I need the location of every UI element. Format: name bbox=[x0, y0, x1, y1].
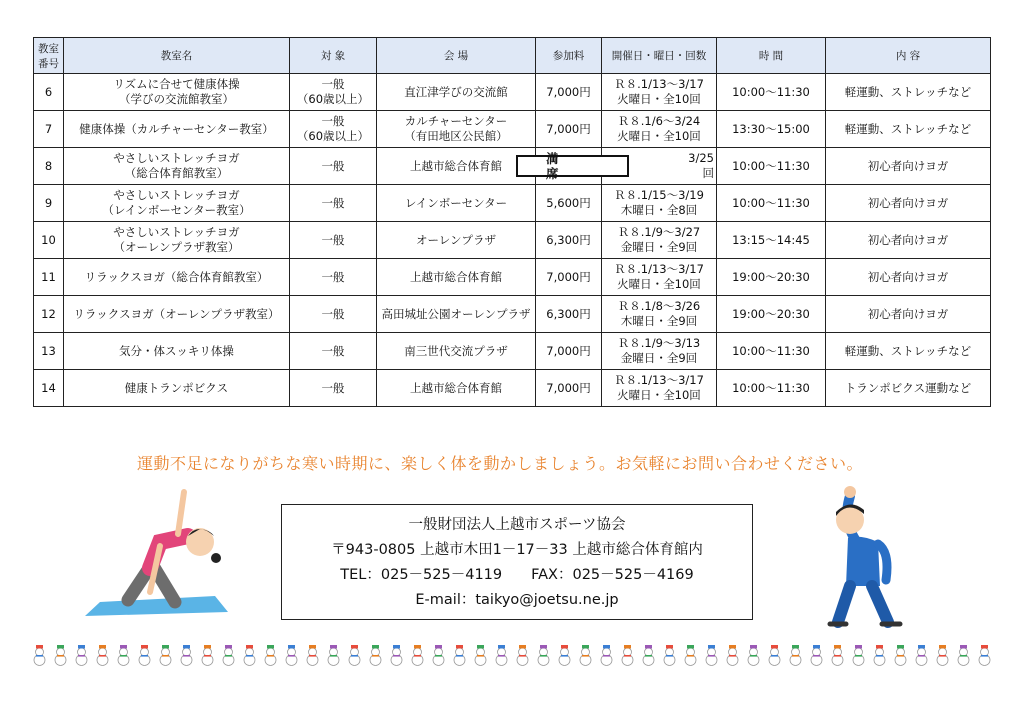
table-row bbox=[34, 74, 991, 111]
email: E-mail：taikyo@joetsu.ne.jp bbox=[415, 592, 619, 608]
fee-cell: 6,300円 bbox=[536, 222, 602, 259]
snowman-icon bbox=[221, 644, 236, 666]
table-row bbox=[34, 185, 991, 222]
snowman-icon bbox=[431, 644, 446, 666]
column-header: 内 容 bbox=[826, 38, 991, 74]
content-cell: 初心者向けヨガ bbox=[826, 222, 991, 259]
snowman-icon bbox=[74, 644, 89, 666]
column-header: 会 場 bbox=[377, 38, 536, 74]
table-row bbox=[34, 333, 991, 370]
class-schedule-table bbox=[33, 37, 991, 407]
fee-cell: 6,300円 bbox=[536, 296, 602, 333]
content-cell: 初心者向けヨガ bbox=[826, 148, 991, 185]
fully-booked-badge: 満 席 bbox=[516, 155, 629, 177]
venue-cell: 高田城址公園オーレンプラザ bbox=[377, 296, 536, 333]
content-cell: 軽運動、ストレッチなど bbox=[826, 111, 991, 148]
column-header: 対 象 bbox=[290, 38, 377, 74]
snowman-icon bbox=[893, 644, 908, 666]
snowman-icon bbox=[347, 644, 362, 666]
phone-fax: TEL：025－525－4119 FAX：025－525－4169 bbox=[340, 567, 694, 583]
fee-cell: 7,000円 bbox=[536, 333, 602, 370]
snowman-icon bbox=[242, 644, 257, 666]
venue-cell: 上越市総合体育館 bbox=[377, 259, 536, 296]
target-cell: 一般 （60歳以上） bbox=[290, 74, 377, 111]
schedule-dates-cell: Ｒ８.1/9～3/13 金曜日・全9回 bbox=[602, 333, 717, 370]
time-cell: 19:00～20:30 bbox=[717, 296, 826, 333]
snowman-icon bbox=[683, 644, 698, 666]
contact-box bbox=[281, 504, 753, 620]
yoga-woman-illustration bbox=[80, 484, 230, 618]
target-cell: 一般 （60歳以上） bbox=[290, 111, 377, 148]
snowman-icon bbox=[326, 644, 341, 666]
snowman-icon bbox=[452, 644, 467, 666]
snowman-icon bbox=[515, 644, 530, 666]
class-number-cell: 13 bbox=[34, 333, 64, 370]
fee-cell: 7,000円 bbox=[536, 259, 602, 296]
snowman-icon bbox=[914, 644, 929, 666]
table-row bbox=[34, 259, 991, 296]
table-row bbox=[34, 370, 991, 407]
class-name-cell: リラックスヨガ（オーレンプラザ教室） bbox=[64, 296, 290, 333]
class-name-cell: やさしいストレッチヨガ （オーレンプラザ教室） bbox=[64, 222, 290, 259]
class-number-cell: 10 bbox=[34, 222, 64, 259]
snowman-icon bbox=[137, 644, 152, 666]
snowman-icon bbox=[53, 644, 68, 666]
fee-cell: 7,000円 bbox=[536, 370, 602, 407]
column-header: 参加料 bbox=[536, 38, 602, 74]
time-cell: 10:00～11:30 bbox=[717, 148, 826, 185]
snowman-icon bbox=[851, 644, 866, 666]
invitation-message: 運動不足になりがちな寒い時期に、楽しく体を動かしましょう。お気軽にお問い合わせください。 bbox=[136, 454, 863, 473]
venue-cell: オーレンプラザ bbox=[377, 222, 536, 259]
venue-cell: カルチャーセンター （有田地区公民館） bbox=[377, 111, 536, 148]
fee-cell: 7,000円 bbox=[536, 74, 602, 111]
snowman-icon bbox=[200, 644, 215, 666]
column-header: 教室名 bbox=[64, 38, 290, 74]
content-cell: トランポビクス運動など bbox=[826, 370, 991, 407]
column-header: 時 間 bbox=[717, 38, 826, 74]
snowman-icon bbox=[179, 644, 194, 666]
content-cell: 初心者向けヨガ bbox=[826, 296, 991, 333]
target-cell: 一般 bbox=[290, 259, 377, 296]
snowman-icon bbox=[95, 644, 110, 666]
snowman-border bbox=[32, 644, 992, 668]
fee-cell bbox=[536, 148, 602, 185]
content-cell: 軽運動、ストレッチなど bbox=[826, 74, 991, 111]
schedule-dates-cell: Ｒ８.1/15～3/19 木曜日・全8回 bbox=[602, 185, 717, 222]
snowman-icon bbox=[32, 644, 47, 666]
class-name-cell: 気分・体スッキリ体操 bbox=[64, 333, 290, 370]
content-cell: 軽運動、ストレッチなど bbox=[826, 333, 991, 370]
class-name-cell: リズムに合せて健康体操 （学びの交流館教室） bbox=[64, 74, 290, 111]
schedule-dates-cell: 3/25 回 bbox=[602, 148, 717, 185]
target-cell: 一般 bbox=[290, 222, 377, 259]
class-number-cell: 6 bbox=[34, 74, 64, 111]
target-cell: 一般 bbox=[290, 148, 377, 185]
venue-cell: レインボーセンター bbox=[377, 185, 536, 222]
venue-cell: 上越市総合体育館 bbox=[377, 370, 536, 407]
snowman-icon bbox=[263, 644, 278, 666]
table-header-row bbox=[34, 38, 991, 74]
snowman-icon bbox=[116, 644, 131, 666]
schedule-dates-cell: Ｒ８.1/8～3/26 木曜日・全9回 bbox=[602, 296, 717, 333]
snowman-icon bbox=[557, 644, 572, 666]
snowman-icon bbox=[389, 644, 404, 666]
snowman-icon bbox=[494, 644, 509, 666]
snowman-icon bbox=[305, 644, 320, 666]
time-cell: 13:15～14:45 bbox=[717, 222, 826, 259]
column-header: 教室 番号 bbox=[34, 38, 64, 74]
snowman-icon bbox=[368, 644, 383, 666]
time-cell: 10:00～11:30 bbox=[717, 333, 826, 370]
class-number-cell: 11 bbox=[34, 259, 64, 296]
snowman-icon bbox=[704, 644, 719, 666]
address: 〒943-0805 上越市木田1－17－33 上越市総合体育館内 bbox=[331, 542, 703, 558]
snowman-icon bbox=[578, 644, 593, 666]
snowman-icon bbox=[956, 644, 971, 666]
snowman-icon bbox=[473, 644, 488, 666]
target-cell: 一般 bbox=[290, 185, 377, 222]
schedule-dates-cell: Ｒ８.1/13～3/17 火曜日・全10回 bbox=[602, 259, 717, 296]
snowman-icon bbox=[977, 644, 992, 666]
class-name-cell: 健康トランポビクス bbox=[64, 370, 290, 407]
snowman-icon bbox=[830, 644, 845, 666]
class-number-cell: 8 bbox=[34, 148, 64, 185]
column-header: 開催日・曜日・回数 bbox=[602, 38, 717, 74]
table-row bbox=[34, 296, 991, 333]
time-cell: 10:00～11:30 bbox=[717, 185, 826, 222]
snowman-icon bbox=[809, 644, 824, 666]
snowman-icon bbox=[284, 644, 299, 666]
schedule-dates-cell: Ｒ８.1/6～3/24 火曜日・全10回 bbox=[602, 111, 717, 148]
snowman-icon bbox=[725, 644, 740, 666]
class-name-cell: やさしいストレッチヨガ （レインボーセンター教室） bbox=[64, 185, 290, 222]
class-name-cell: 健康体操（カルチャーセンター教室） bbox=[64, 111, 290, 148]
class-number-cell: 14 bbox=[34, 370, 64, 407]
fee-cell: 5,600円 bbox=[536, 185, 602, 222]
time-cell: 19:00～20:30 bbox=[717, 259, 826, 296]
snowman-icon bbox=[935, 644, 950, 666]
class-name-cell: やさしいストレッチヨガ （総合体育館教室） bbox=[64, 148, 290, 185]
target-cell: 一般 bbox=[290, 296, 377, 333]
target-cell: 一般 bbox=[290, 370, 377, 407]
venue-cell: 上越市総合体育館 bbox=[377, 148, 536, 185]
class-number-cell: 9 bbox=[34, 185, 64, 222]
time-cell: 10:00～11:30 bbox=[717, 74, 826, 111]
content-cell: 初心者向けヨガ bbox=[826, 185, 991, 222]
content-cell: 初心者向けヨガ bbox=[826, 259, 991, 296]
schedule-dates-cell: Ｒ８.1/13～3/17 火曜日・全10回 bbox=[602, 74, 717, 111]
snowman-icon bbox=[872, 644, 887, 666]
table-row bbox=[34, 222, 991, 259]
snowman-icon bbox=[599, 644, 614, 666]
fee-cell: 7,000円 bbox=[536, 111, 602, 148]
snowman-icon bbox=[641, 644, 656, 666]
snowman-icon bbox=[158, 644, 173, 666]
class-number-cell: 7 bbox=[34, 111, 64, 148]
schedule-dates-cell: Ｒ８.1/9～3/27 金曜日・全9回 bbox=[602, 222, 717, 259]
snowman-icon bbox=[788, 644, 803, 666]
schedule-dates-cell: Ｒ８.1/13～3/17 火曜日・全10回 bbox=[602, 370, 717, 407]
snowman-icon bbox=[767, 644, 782, 666]
organization-name: 一般財団法人上越市スポーツ協会 bbox=[408, 517, 626, 533]
target-cell: 一般 bbox=[290, 333, 377, 370]
time-cell: 13:30～15:00 bbox=[717, 111, 826, 148]
time-cell: 10:00～11:30 bbox=[717, 370, 826, 407]
table-row bbox=[34, 148, 991, 185]
class-number-cell: 12 bbox=[34, 296, 64, 333]
snowman-icon bbox=[410, 644, 425, 666]
venue-cell: 南三世代交流プラザ bbox=[377, 333, 536, 370]
snowman-icon bbox=[662, 644, 677, 666]
snowman-icon bbox=[620, 644, 635, 666]
class-name-cell: リラックスヨガ（総合体育館教室） bbox=[64, 259, 290, 296]
venue-cell: 直江津学びの交流館 bbox=[377, 74, 536, 111]
snowman-icon bbox=[536, 644, 551, 666]
snowman-icon bbox=[746, 644, 761, 666]
stretching-man-illustration bbox=[820, 482, 920, 630]
table-row bbox=[34, 111, 991, 148]
